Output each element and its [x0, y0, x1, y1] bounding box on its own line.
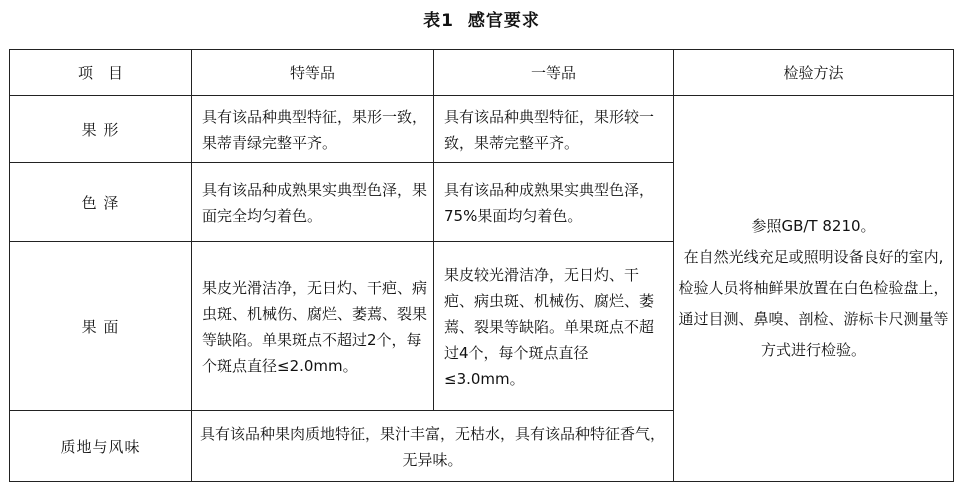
first-shape-cell: 具有该品种典型特征，果形较一致，果蒂完整平齐。 [434, 96, 674, 163]
first-color-cell: 具有该品种成熟果实典型色泽，75%果面均匀着色。 [434, 163, 674, 242]
header-premium-grade: 特等品 [192, 50, 434, 96]
method-description: 在自然光线充足或照明设备良好的室内,检验人员将柚鲜果放置在白色检验盘上，通过目测、鼻嗅、剖检、游标卡尺测量等方式进行检验。 [678, 248, 949, 359]
method-reference: 参照GB/T 8210。 [751, 217, 876, 235]
premium-surface-cell: 果皮光滑洁净，无日灼、干疤、病虫斑、机械伤、腐烂、萎蔫、裂果等缺陷。单果斑点不超过2个，每个斑点直径≤2.0mm。 [192, 242, 434, 411]
row-item-shape: 果 形 [10, 96, 192, 163]
premium-shape-cell: 具有该品种典型特征，果形一致，果蒂青绿完整平齐。 [192, 96, 434, 163]
header-first-grade: 一等品 [434, 50, 674, 96]
texture-flavor-cell: 具有该品种果肉质地特征，果汁丰富，无枯水，具有该品种特征香气，无异味。 [192, 411, 674, 482]
premium-color-cell: 具有该品种成熟果实典型色泽，果面完全均匀着色。 [192, 163, 434, 242]
header-item: 项 目 [10, 50, 192, 96]
first-surface-cell: 果皮较光滑洁净，无日灼、干疤、病虫斑、机械伤、腐烂、萎蔫、裂果等缺陷。单果斑点不超过4个，每个斑点直径≤3.0mm。 [434, 242, 674, 411]
header-test-method: 检验方法 [674, 50, 954, 96]
sensory-requirements-table [9, 49, 954, 482]
table-row [10, 96, 954, 163]
header-row [10, 50, 954, 96]
table-title: 感官要求 [467, 11, 540, 31]
table-caption [0, 6, 963, 31]
table-number: 表1 [423, 11, 454, 31]
row-item-texture-flavor: 质地与风味 [10, 411, 192, 482]
row-item-color: 色 泽 [10, 163, 192, 242]
test-method-cell [674, 96, 954, 482]
row-item-surface: 果 面 [10, 242, 192, 411]
